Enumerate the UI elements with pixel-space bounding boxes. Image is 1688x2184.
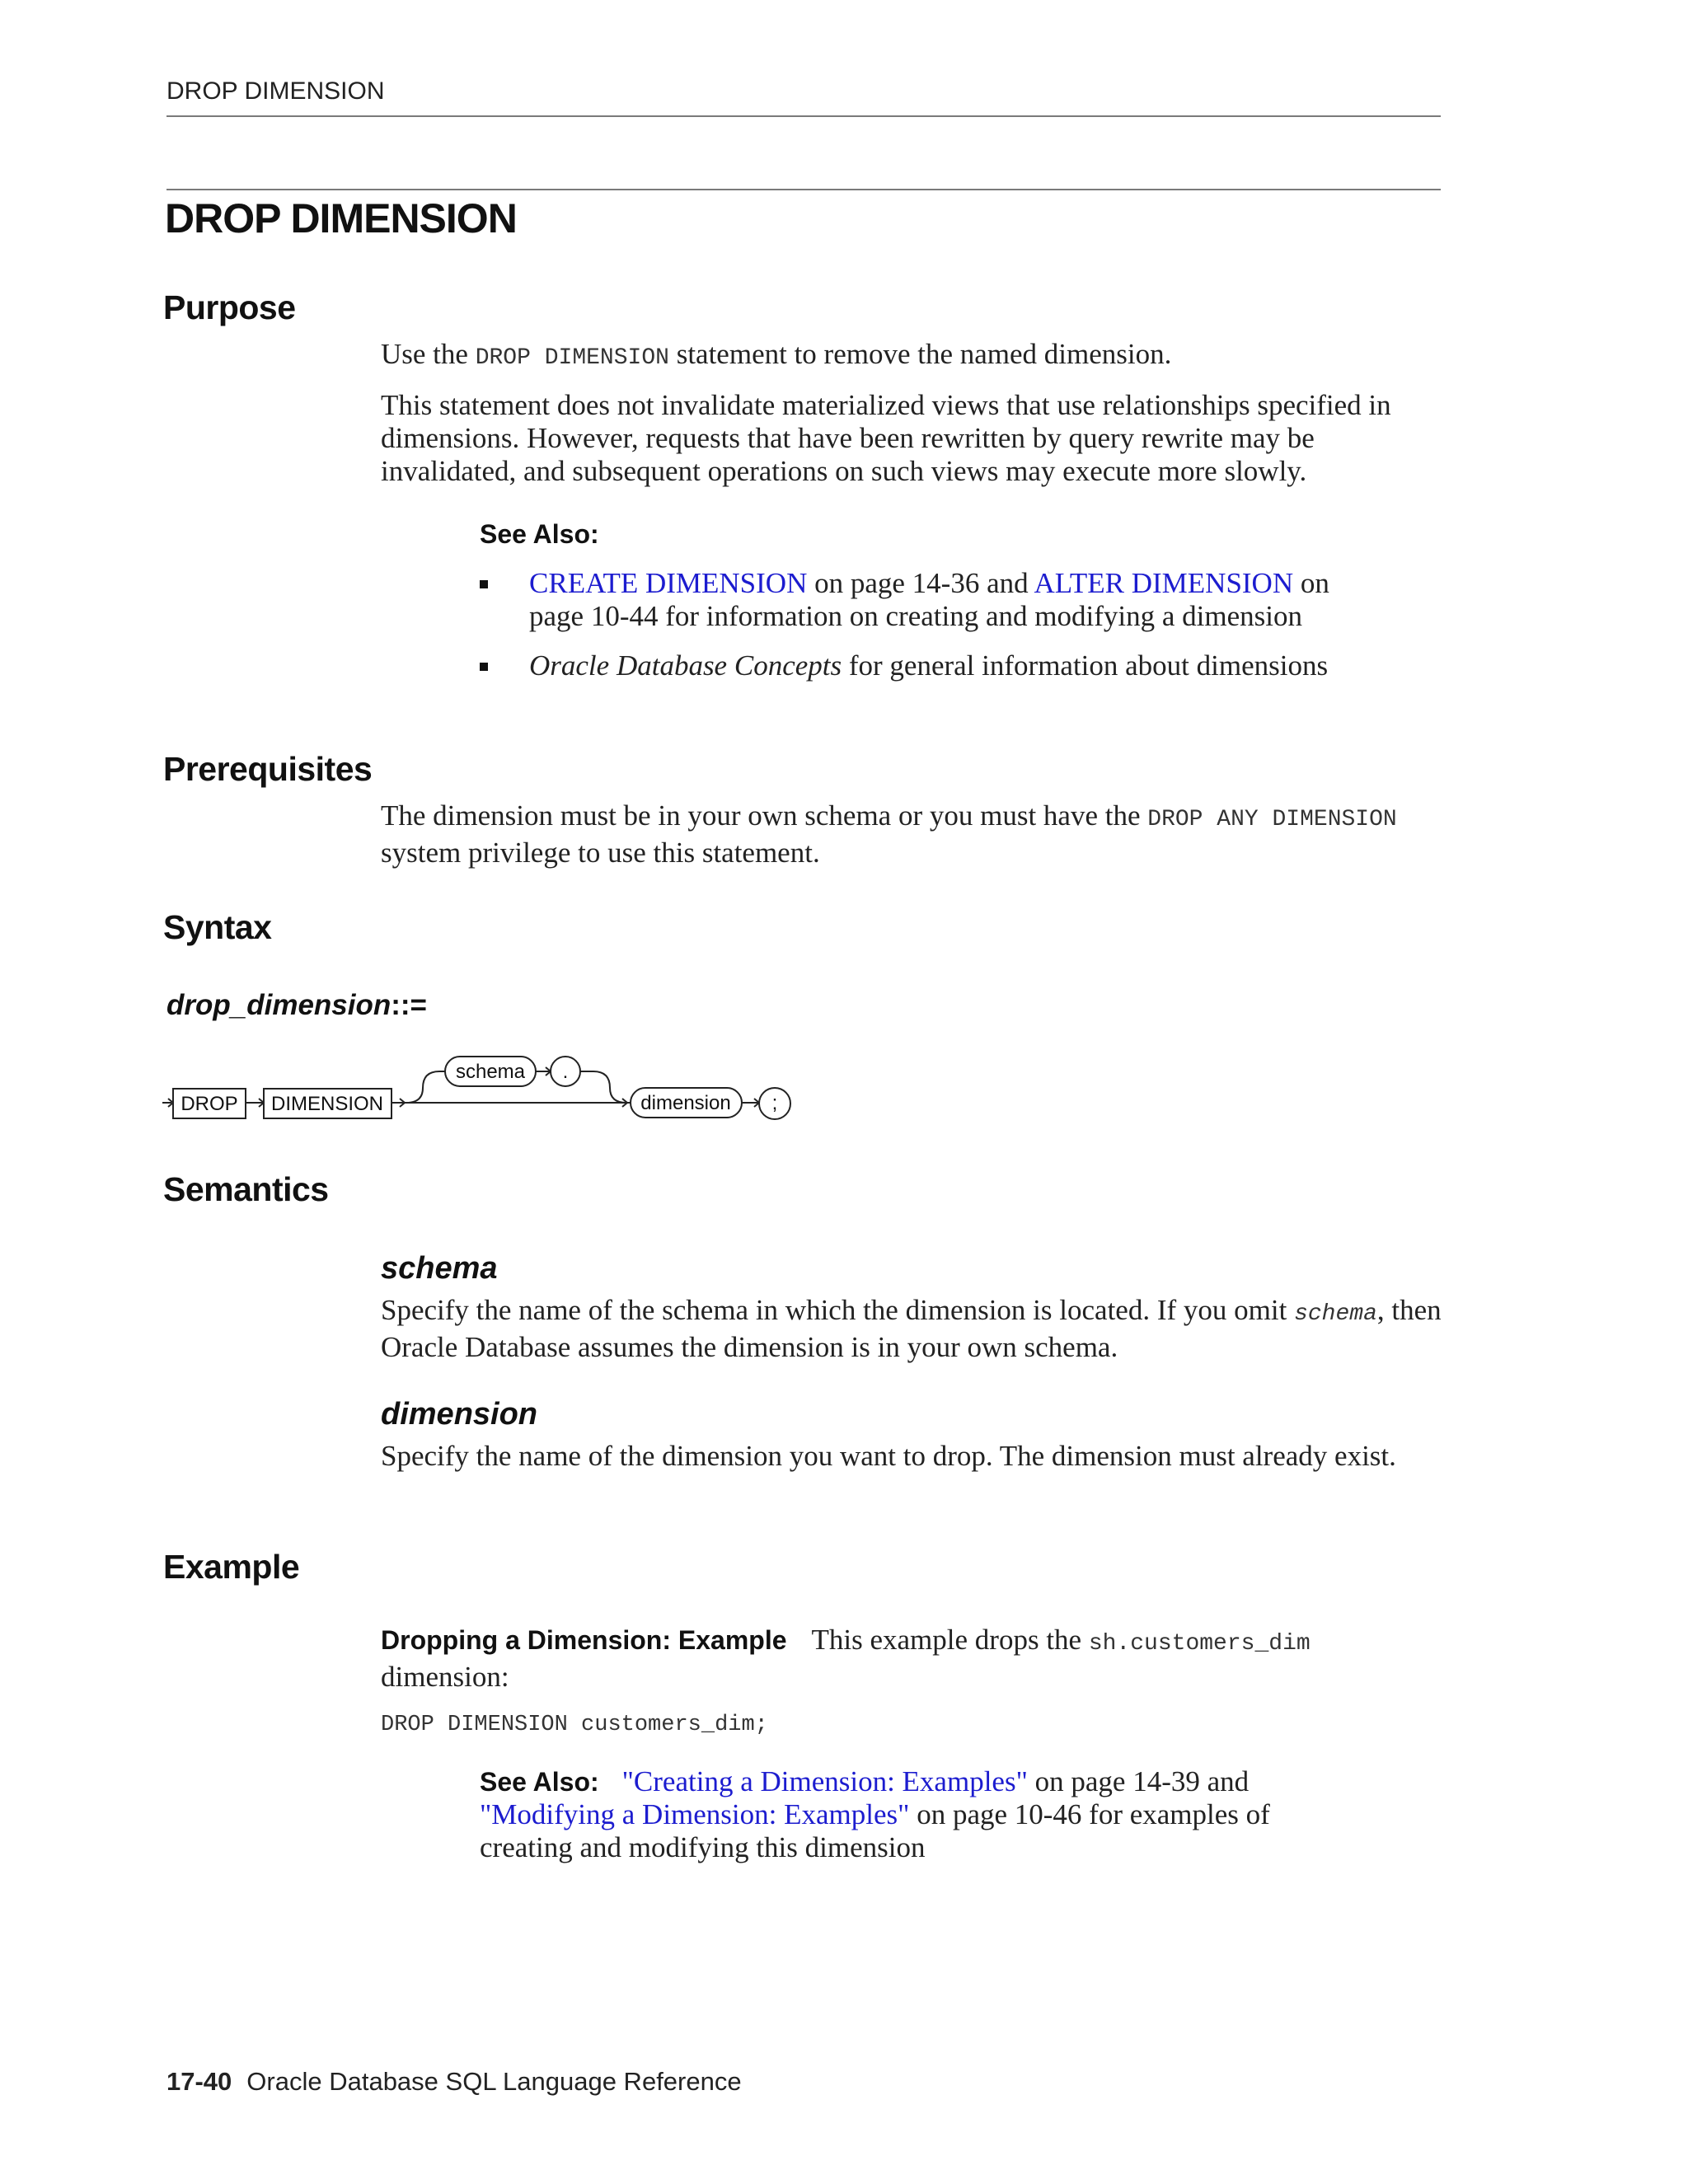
example-heading: Example: [163, 1548, 300, 1586]
see-also-label: See Also:: [480, 519, 599, 549]
dimension-keyword: DIMENSION: [270, 1093, 384, 1115]
list-item: CREATE DIMENSION on page 14-36 and ALTER DIMENSION on page 10-44 for information on creating and modifying a dimension: [480, 567, 1353, 633]
dimension-paragraph: Specify the name of the dimension you want to drop. The dimension must already exist.: [381, 1440, 1396, 1472]
prerequisites-heading: Prerequisites: [163, 750, 373, 788]
dimension-param: dimension: [640, 1092, 731, 1114]
drop-keyword: DROP: [181, 1093, 238, 1115]
semantics-heading: Semantics: [163, 1170, 329, 1208]
see-also-list: [480, 567, 1353, 682]
inline-code: sh.customers_dim: [1088, 1631, 1311, 1657]
diagram-branch: [406, 1071, 445, 1103]
header-rule: [166, 115, 1441, 117]
purpose-paragraph-1: Use the DROP DIMENSION statement to remove the named dimension.: [381, 338, 1172, 371]
running-header: DROP DIMENSION: [166, 77, 385, 105]
book-title-italic: Oracle Database Concepts: [529, 649, 842, 682]
page-footer: [166, 2067, 742, 2097]
list-item: Oracle Database Concepts for general information about dimensions: [480, 649, 1353, 682]
modifying-dimension-examples-link[interactable]: "Modifying a Dimension: Examples": [480, 1798, 910, 1830]
inline-code: DROP ANY DIMENSION: [1147, 807, 1397, 832]
bullet-icon: [480, 663, 488, 671]
dimension-subheading: dimension: [381, 1397, 538, 1432]
purpose-heading: Purpose: [163, 288, 296, 326]
bullet-icon: [480, 580, 488, 588]
schema-paragraph: Specify the name of the schema in which the dimension is located. If you omit schema, then Oracle Database assumes the dimension is in your own schema.: [381, 1294, 1442, 1363]
page-title: DROP DIMENSION: [165, 195, 517, 241]
purpose-paragraph-2: This statement does not invalidate materialized views that use relationships specified in dimensions. However, requests that have been rewritten by query rewrite may be invalidated, and subsequent operations on such views may execute more slowly.: [381, 389, 1391, 487]
syntax-diagram: [161, 1047, 812, 1129]
create-dimension-link[interactable]: CREATE DIMENSION: [529, 567, 808, 599]
title-rule: [166, 189, 1441, 190]
book-title: Oracle Database SQL Language Reference: [246, 2067, 742, 2096]
inline-code: schema: [1294, 1301, 1377, 1327]
example-see-also: See Also: "Creating a Dimension: Examples" on page 14-39 and "Modifying a Dimension: Examples" on page 10-46 for examples of creating and modifying this dimension: [480, 1765, 1270, 1863]
inline-code: DROP DIMENSION: [475, 345, 669, 371]
alter-dimension-link[interactable]: ALTER DIMENSION: [1034, 567, 1294, 599]
prerequisites-paragraph: The dimension must be in your own schema or you must have the DROP ANY DIMENSION system privilege to use this statement.: [381, 799, 1397, 869]
production-label: drop_dimension::=: [166, 989, 427, 1021]
diagram-branch: [580, 1071, 626, 1103]
schema-subheading: schema: [381, 1251, 498, 1286]
page-number: 17-40: [166, 2067, 232, 2096]
example-code: DROP DIMENSION customers_dim;: [381, 1713, 768, 1737]
example-paragraph: Dropping a Dimension: Example This example drops the sh.customers_dim dimension:: [381, 1624, 1311, 1693]
schema-param: schema: [455, 1061, 526, 1083]
syntax-heading: Syntax: [163, 908, 272, 946]
semicolon-symbol: ;: [771, 1092, 778, 1114]
example-run-in-heading: Dropping a Dimension: Example: [381, 1625, 787, 1655]
creating-dimension-examples-link[interactable]: "Creating a Dimension: Examples": [621, 1765, 1028, 1797]
dot-symbol: .: [562, 1061, 569, 1083]
see-also-label: See Also:: [480, 1767, 599, 1797]
